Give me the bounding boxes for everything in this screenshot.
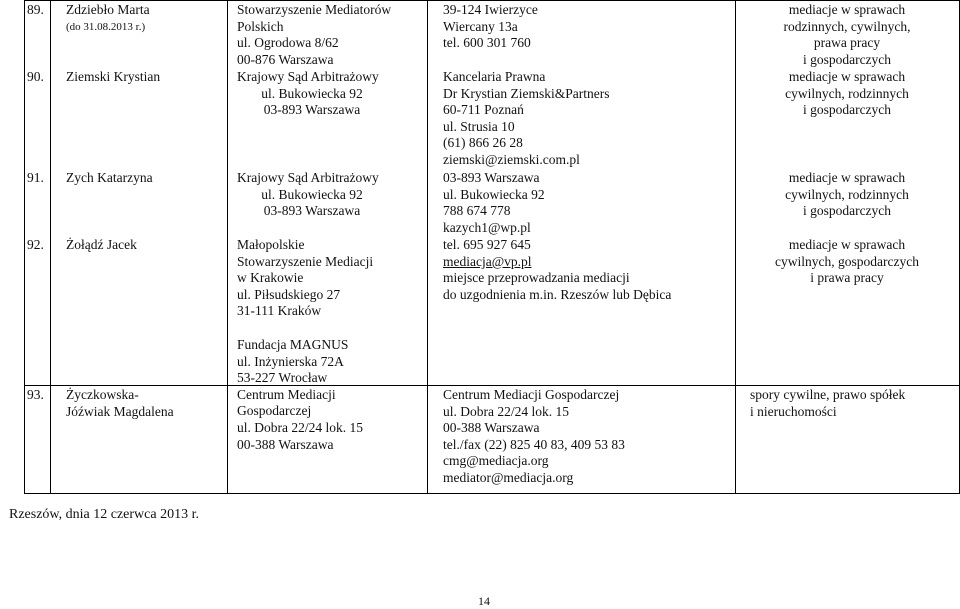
organization <box>237 337 363 453</box>
scope-line: spory cywilne, prawo spółek <box>750 387 906 402</box>
contact-line: 00-388 Warszawa <box>443 420 540 436</box>
org-line: Polskich <box>237 18 284 34</box>
col-line-2 <box>50 0 51 494</box>
contact-line: Centrum Mediacji Gospodarczej <box>443 387 620 402</box>
contact <box>443 170 545 236</box>
organization <box>237 170 387 220</box>
col-line-4 <box>427 0 428 494</box>
name-line: Żołądź Jacek <box>66 237 137 252</box>
mediator-name <box>66 387 174 420</box>
contact-line: ul. Bukowiecka 92 <box>443 186 545 202</box>
org-line: 03-893 Warszawa <box>263 102 361 118</box>
row-number: 89. <box>27 2 44 17</box>
org-line: Krajowy Sąd Arbitrażowy <box>237 69 379 84</box>
org-line: 31-111 Kraków <box>237 303 322 319</box>
date-footer: Rzeszów, dnia 12 czerwca 2013 r. <box>9 507 199 522</box>
org-line: Centrum Mediacji <box>237 386 336 402</box>
mediator-name <box>66 2 150 35</box>
mediation-scope <box>736 69 958 119</box>
mediator-name <box>66 237 137 254</box>
scope-line: mediacje w sprawach <box>788 69 906 84</box>
name-line: Zych Katarzyna <box>66 170 153 185</box>
name-line: Życzkowska- <box>66 387 139 402</box>
mediator-name <box>66 170 153 187</box>
scope-line: cywilnych, gospodarczych <box>775 253 919 269</box>
mediator-name <box>66 69 160 86</box>
scope-line: rodzinnych, cywilnych, <box>783 18 911 34</box>
mediation-scope <box>736 2 958 68</box>
contact-line <box>443 254 671 271</box>
scope-line: mediacje w sprawach <box>788 170 906 185</box>
contact-line: (61) 866 26 28 <box>443 135 523 151</box>
org-line: 00-876 Warszawa <box>237 51 334 67</box>
contact-line: miejsce przeprowadzania mediacji <box>443 270 630 286</box>
col-line-1 <box>24 0 25 494</box>
contact-line: Kancelaria Prawna <box>443 69 546 84</box>
scope-line: cywilnych, rodzinnych <box>785 186 909 202</box>
table-bottom-line <box>24 493 960 494</box>
org-line: Stowarzyszenie Mediatorów <box>237 2 392 17</box>
contact-line: cmg@mediacja.org <box>443 453 549 469</box>
contact-line: tel./fax (22) 825 40 83, 409 53 83 <box>443 436 625 452</box>
org-line: ul. Dobra 22/24 lok. 15 <box>237 419 363 435</box>
scope-line: i gospodarczych <box>802 102 892 118</box>
scope-line: prawa pracy <box>813 35 881 51</box>
email-link[interactable]: mediacja@vp.pl <box>443 253 532 269</box>
organization <box>237 237 373 320</box>
name-line: Zdziebło Marta <box>66 2 150 17</box>
contact-line: ul. Strusia 10 <box>443 118 515 134</box>
contact <box>443 69 609 169</box>
org-line: ul. Bukowiecka 92 <box>261 85 363 101</box>
mediation-scope <box>736 237 958 287</box>
contact-line: ziemski@ziemski.com.pl <box>443 151 580 167</box>
name-note: (do 31.08.2013 r.) <box>66 20 146 33</box>
org-line: 03-893 Warszawa <box>263 203 361 219</box>
scope-line: i prawa pracy <box>810 270 884 286</box>
contact-line: 03-893 Warszawa <box>443 170 540 185</box>
contact-line: 788 674 778 <box>443 203 511 219</box>
contact <box>443 2 538 52</box>
org-line: Fundacja MAGNUS <box>237 337 349 352</box>
row-divider-2 <box>24 385 960 386</box>
contact-line: tel. 695 927 645 <box>443 237 531 252</box>
scope-line: i gospodarczych <box>802 51 892 67</box>
organization <box>237 69 387 119</box>
contact-line: kazych1@wp.pl <box>443 219 531 235</box>
row-number: 90. <box>27 69 44 84</box>
contact-line: mediator@mediacja.org <box>443 469 574 485</box>
row-divider-1 <box>24 0 960 1</box>
org-line: ul. Ogrodowa 8/62 <box>237 35 339 51</box>
scope-line: mediacje w sprawach <box>788 237 906 252</box>
mediation-scope <box>750 387 905 420</box>
contact-line: 39-124 Iwierzyce <box>443 2 538 17</box>
org-line: Krajowy Sąd Arbitrażowy <box>237 170 379 185</box>
contact-line: 60-711 Poznań <box>443 102 524 118</box>
org-line: 53-227 Wrocław <box>237 370 328 386</box>
org-line: w Krakowie <box>237 270 304 286</box>
organization <box>237 2 391 68</box>
row-number: 93. <box>27 387 44 402</box>
org-line: ul. Piłsudskiego 27 <box>237 286 341 302</box>
org-line: ul. Bukowiecka 92 <box>261 186 363 202</box>
contact-line: do uzgodnienia m.in. Rzeszów lub Dębica <box>443 286 672 302</box>
scope-line: i gospodarczych <box>802 203 892 219</box>
scope-line: mediacje w sprawach <box>788 2 906 17</box>
row-number: 91. <box>27 170 44 185</box>
org-line: Stowarzyszenie Mediacji <box>237 253 374 269</box>
contact-line: ul. Dobra 22/24 lok. 15 <box>443 403 569 419</box>
page-number: 14 <box>478 594 490 608</box>
org-line: Małopolskie <box>237 237 305 252</box>
mediation-scope <box>736 170 958 220</box>
scope-line: i nieruchomości <box>750 403 837 419</box>
contact-line: Wiercany 13a <box>443 18 518 34</box>
name-line: Jóźwiak Magdalena <box>66 403 174 419</box>
name-line: Ziemski Krystian <box>66 69 161 84</box>
col-line-3 <box>227 0 228 494</box>
org-line: ul. Inżynierska 72A <box>237 353 344 369</box>
contact <box>443 387 625 487</box>
scope-line: cywilnych, rodzinnych <box>785 85 909 101</box>
org-line: 00-388 Warszawa <box>237 436 334 452</box>
row-number: 92. <box>27 237 44 252</box>
org-line: Gospodarczej <box>237 403 312 419</box>
contact-line: Dr Krystian Ziemski&Partners <box>443 85 610 101</box>
contact <box>443 237 671 303</box>
contact-line: tel. 600 301 760 <box>443 35 531 51</box>
